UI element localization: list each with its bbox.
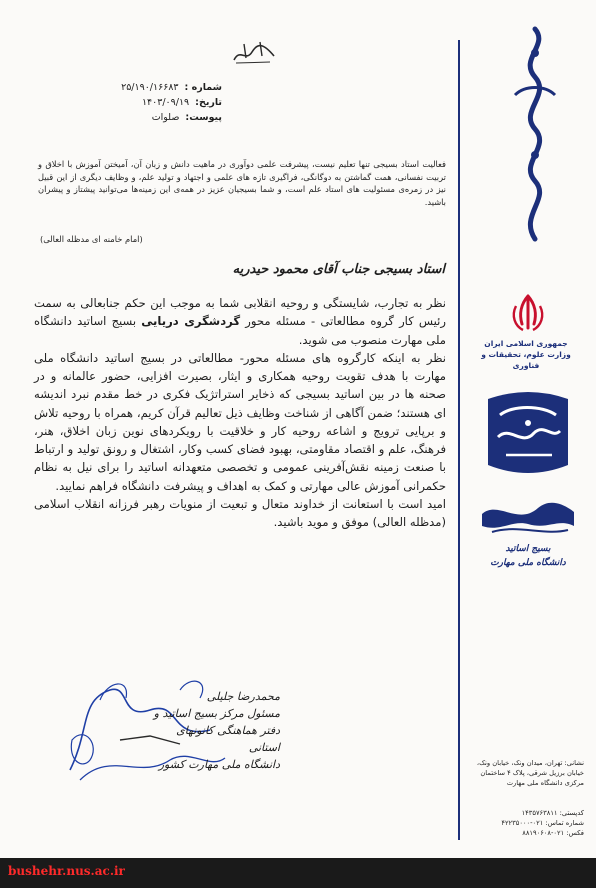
- basij-university: دانشگاه ملی مهارت: [490, 558, 566, 568]
- ministry-republic: جمهوری اسلامی ایران: [484, 339, 568, 348]
- ministry-name: وزارت علوم، تحقیقات و فناوری: [481, 350, 571, 370]
- sidebar-address: نشانی: تهران، میدان ونک، خیابان ونک، خیابان برزیل شرقی، پلاک ۴ ساختمان مرکزی دانشگاه ملی مهارت: [476, 759, 584, 787]
- signatory-name: محمدرضا جلیلی: [206, 690, 280, 703]
- ministry-caption: [476, 338, 576, 371]
- basij-caption: [476, 542, 580, 570]
- letter-meta: [52, 80, 222, 125]
- letter-attachment-row: [52, 110, 222, 125]
- letter-number-label: شماره :: [184, 82, 222, 93]
- iran-emblem-icon: [505, 290, 551, 336]
- body-paragraph-appointment: [34, 294, 446, 349]
- appointment-text-end: بسیج اساتید دانشگاه ملی مهارت منصوب می شوید.: [34, 314, 446, 347]
- basmala-calligraphy: [230, 40, 278, 66]
- letter-date-row: [52, 95, 222, 110]
- signatory-organization: دانشگاه ملی مهارت کشور: [158, 758, 280, 771]
- leader-quote: فعالیت استاد بسیجی تنها تعلیم نیست، پیشرفت علمی دوآوری در ماهیت دانش و زبان آن، آمیختن آموزش با اخلاق و تربیت نفسانی، همت گماشتن به دوگانگی، فراگیری تازه های علمی و اجتهاد و تولید علم، و وظایف دیگری از این قبیل نیز در زمره‌ی مسئولیت های استاد علم است، و شما بسیجیان عزیز در همه‌ی این زمینه‌ها می‌توانید پیشتاز و پیشران باشید.: [38, 159, 446, 207]
- letter-date-label: تاریخ:: [195, 97, 222, 108]
- university-logo-icon: [482, 385, 574, 481]
- basij-name: بسیج اساتید: [505, 544, 551, 554]
- sidebar-contact: [464, 808, 584, 838]
- basij-wave-logo-icon: [478, 496, 578, 538]
- appointment-text-start: نظر به تجارب، شایستگی و روحیه انقلابی شما به موجب این حکم جنابعالی به سمت رئیس کار گروه مطالعاتی - مسئله محور: [34, 296, 447, 329]
- signatory-title: مسئول مرکز بسیج اساتید و دفتر هماهنگی کانونهای استانی: [153, 707, 280, 754]
- letter-number-row: [52, 80, 222, 95]
- letter-number-value: ۲۵/۱۹۰/۱۶۶۸۳: [121, 82, 179, 93]
- letter-body: [34, 294, 446, 531]
- body-paragraph-duties: نظر به اینکه کارگروه های مسئله محور- مطالعاتی در بسیج اساتید دانشگاه ملی مهارت با هدف تقویت روحیه همکاری و ایثار، بصیرت افزایی، حضور عالمانه و در صحنه ها در بین اساتید بسیجی که ذخایر استراتژیک فکری در خط مقدم نبرد اندیشه ای هستند؛ ضمن آگاهی از شناخت وظایف ذیل تعالیم قرآن کریم، همراه با روحیه تلاش و برپایی ترویج و اشاعه روحیه کار و خلاقیت با رویکردهای نوین زبان اخلاق، هنر، فرهنگ، علم و اقتصاد مقاومتی، بهبود فضای کسب وکار، اشتغال و رونق تولید و ارتباط با صنعت زمینه نقش‌آفرینی عمومی و تخصصی متعهدانه اساتید را برای نیل به نظام حکمرانی آموزش عالی مهارتی و کمک به اهداف و پیشرفت دانشگاه فراهم نمایید.: [34, 350, 446, 493]
- fax-number: فکس: ۰۲۱-۸۸۱۹۰۶۰۸: [522, 829, 584, 837]
- addressee-line: استاد بسیجی جناب آقای محمود حیدریه: [232, 262, 445, 277]
- letter-date-value: ۱۴۰۳/۰۹/۱۹: [141, 97, 190, 108]
- body-paragraph-closing: امید است با استعانت از خداوند متعال و تبعیت از منویات رهبر فرزانه انقلاب اسلامی (مدظله العالی) موفق و موید باشید.: [34, 496, 446, 529]
- source-watermark: bushehr.nus.ac.ir: [8, 864, 125, 878]
- calligraphy-ornament-icon: [505, 25, 565, 245]
- phone-number: شماره تماس: ۰۲۱-۴۲۲۳۵۰۰۰: [501, 819, 584, 827]
- quote-attribution: (امام خامنه ای مدظله العالی): [40, 234, 143, 244]
- letter-attachment-label: پیوست:: [185, 112, 222, 123]
- signature-block: [150, 688, 280, 773]
- appointment-field-emphasis: گردشگری دریایی: [141, 314, 241, 329]
- letter-attachment-value: صلوات: [151, 112, 180, 123]
- sidebar-divider: [458, 40, 460, 840]
- postal-code: کدپستی: ۱۴۳۵۷۶۳۸۱۱: [521, 809, 584, 817]
